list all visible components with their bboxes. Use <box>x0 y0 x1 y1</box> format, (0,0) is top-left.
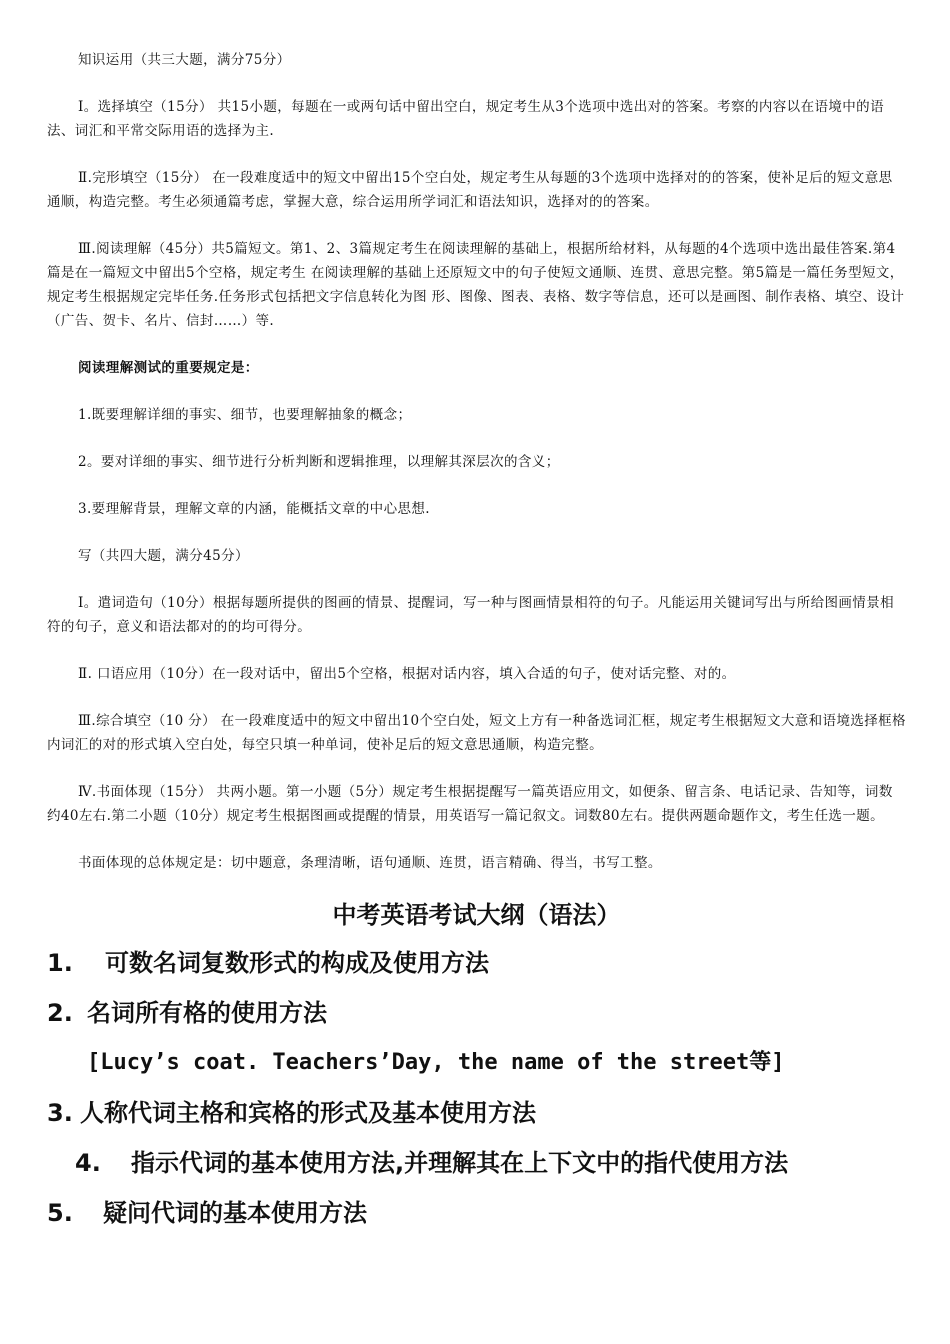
example-text: [Lucy’s coat. Teachers’Day, the name of the street等] <box>87 1050 785 1075</box>
grammar-example <box>47 1048 906 1078</box>
item-number: 2. <box>47 999 73 1027</box>
paragraph-cloze: Ⅱ.完形填空（15分） 在一段难度适中的短文中留出15个空白处，规定考生从每题的3个选项中选择对的的答案，使补足后的短文意思通顺，构造完整。考生必须通篇考虑，掌握大意，综合运用所学词汇和语法知识，选择对的的答案。 <box>47 170 893 210</box>
item-number: 1. <box>47 949 73 977</box>
item-text: 名词所有格的使用方法 <box>87 999 327 1027</box>
item-number: 3. <box>47 1099 73 1127</box>
reading-req-3: 3.要理解背景，理解文章的内涵，能概括文章的中心思想. <box>78 501 430 517</box>
paragraph-sentence: Ⅰ。遣词造句（10分）根据每题所提供的图画的情景、提醒词，写一种与图画情景相符的句子。凡能运用关键词写出与所给图画情景相符的句子，意义和语法都对的的均可得分。 <box>47 595 895 635</box>
paragraph-comprehensive: Ⅲ.综合填空（10 分） 在一段难度适中的短文中留出10个空白处，短文上方有一种备选词汇框，规定考生根据短文大意和语境选择框格内词汇的对的形式填入空白处，每空只填一种单词，使补足后的短文意思通顺，构造完整。 <box>47 713 906 753</box>
grammar-item <box>47 1148 906 1178</box>
paragraph-written: Ⅳ.书面体现（15分） 共两小题。第一小题（5分）规定考生根据提醒写一篇英语应用文，如便条、留言条、电话记录、告知等，词数约40左右.第二小题（10分）规定考生根据图画或提醒的情景，用英语写一篇记叙文。词数80左右。提供两题命题作文，考生任选一题。 <box>47 784 893 824</box>
grammar-title: 中考英语考试大纲（语法） <box>332 901 621 929</box>
item-text: 疑问代词的基本使用方法 <box>103 1199 367 1227</box>
paragraph-written-rules: 书面体现的总体规定是：切中题意，条理清晰，语句通顺、连贯，语言精确、得当，书写工整。 <box>78 855 662 871</box>
paragraph-oral: Ⅱ. 口语应用（10分）在一段对话中，留出5个空格，根据对话内容，填入合适的句子，使对话完整、对的。 <box>78 666 736 682</box>
item-text: 可数名词复数形式的构成及使用方法 <box>105 949 489 977</box>
paragraph-reading: Ⅲ.阅读理解（45分）共5篇短文。第1、2、3篇规定考生在阅读理解的基础上，根据所给材料，从每题的4个选项中选出最佳答案.第4篇是在一篇短文中留出5个空格，规定考生 在阅读理解的基础上还原短文中的句子使短文通顺、连贯、意思完整。第5篇是一篇任务型短文，规定考生根据规定完毕任务.任务形式包括把文字信息转化为图 形、图像、图表、表格、数字等信息，还可以是画图、制作表格、填空、设计（广告、贺卡、名片、信封……）等. <box>47 241 905 329</box>
item-number: 4. <box>75 1149 101 1177</box>
writing-heading: 写（共四大题，满分45分） <box>78 548 249 564</box>
grammar-item <box>47 1198 906 1228</box>
grammar-item <box>47 948 906 978</box>
grammar-list <box>47 948 906 1228</box>
paragraph-choice-fill: Ⅰ。选择填空（15分） 共15小题，每题在一或两句话中留出空白，规定考生从3个选项中选出对的答案。考察的内容以在语境中的语法、词汇和平常交际用语的选择为主. <box>47 99 884 139</box>
item-number: 5. <box>47 1199 73 1227</box>
item-text: 人称代词主格和宾格的形式及基本使用方法 <box>80 1099 536 1127</box>
reading-heading: 阅读理解测试的重要规定是： <box>78 360 259 376</box>
grammar-item <box>47 998 906 1028</box>
reading-req-1: 1.既要理解详细的事实、细节，也要理解抽象的概念； <box>78 407 412 423</box>
grammar-item <box>47 1098 906 1128</box>
knowledge-heading: 知识运用（共三大题，满分75分） <box>78 52 291 68</box>
reading-req-2: 2。要对详细的事实、细节进行分析判断和逻辑推理，以理解其深层次的含义； <box>78 454 560 470</box>
item-text: 指示代词的基本使用方法,并理解其在上下文中的指代使用方法 <box>131 1149 789 1177</box>
